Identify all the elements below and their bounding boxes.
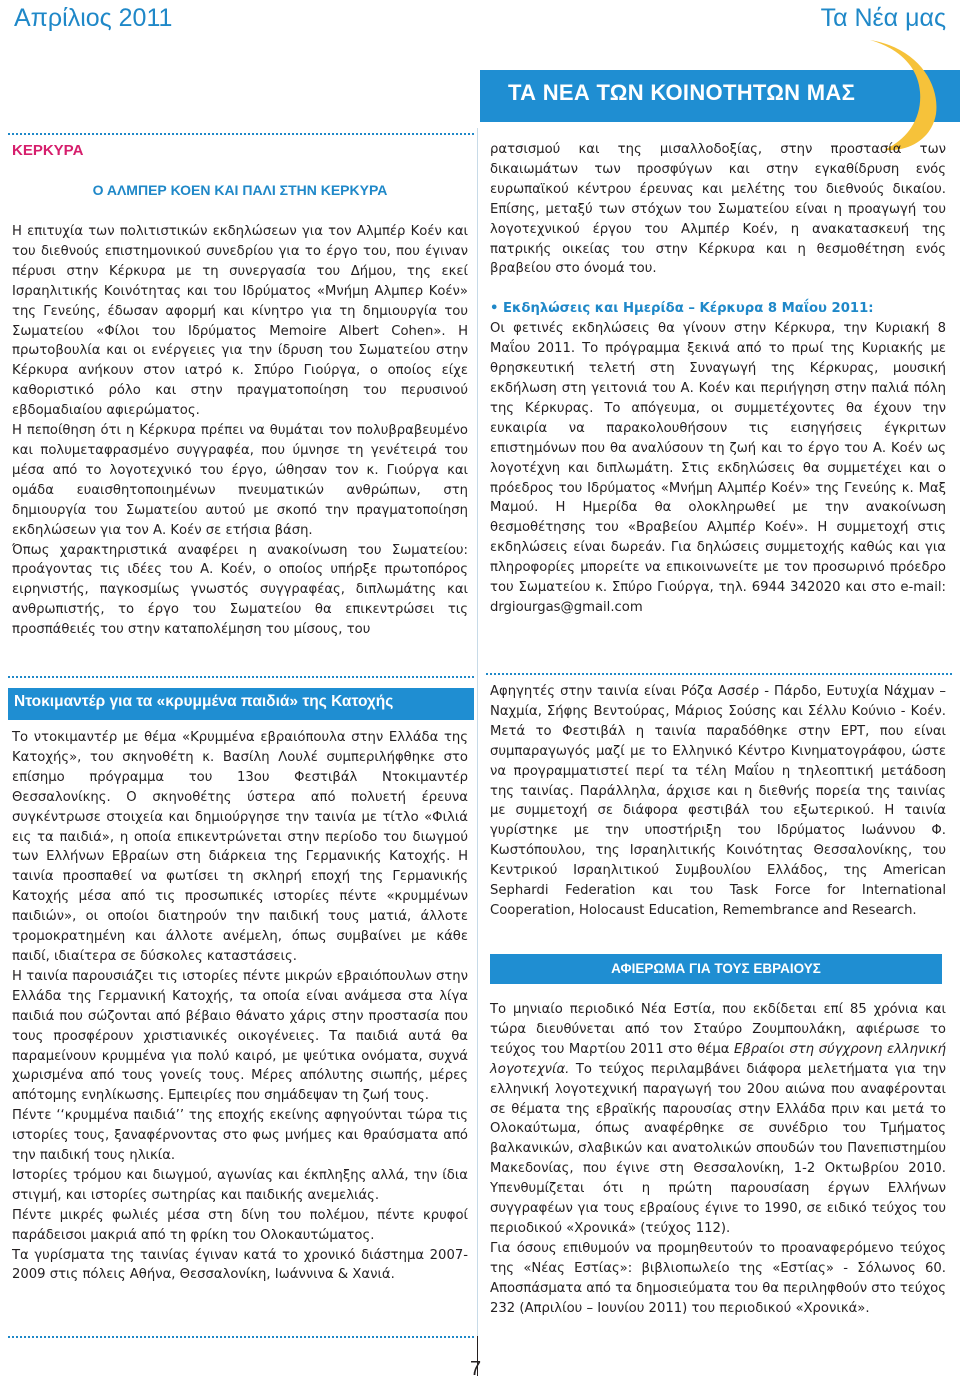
publication-name: Τα Νέα μας — [820, 4, 946, 32]
events-heading: • Εκδηλώσεις και Ημερίδα – Κέρκυρα 8 Μαΐου 2011: — [490, 301, 874, 317]
paragraph: Η πεποίθηση ότι η Κέρκυρα πρέπει να θυμάται τον πολυβραβευμένο και πολυμεταφρασμένο συγγραφέα, που ύμνησε τη γενέτειρά του μέσα από το λογοτεχνικό του έργο, ώθησαν τον κ. Γιούργα και ομάδα ευαισθητοποιημένων πνευματικών ανθρώπων, στη δημιουργία του Σωματείου αυτού με σκοπό την πραγματοποίηση εκδηλώσεων για τον Α. Κοέν σε ετήσια βάση. — [12, 423, 468, 538]
article-title: Ο ΑΛΜΠΕΡ ΚΟΕΝ ΚΑΙ ΠΑΛΙ ΣΤΗΝ ΚΕΡΚΥΡΑ — [92, 182, 388, 198]
paragraph: ρατσισμού και της μισαλλοδοξίας, στην προστασία των δικαιωμάτων των προσφύγων και στην εγκαθίδρυση ενός ευρωπαϊκού κέντρου έρευνας και μελέτης του διεθνούς δικαίου. Επίσης, μεταξύ των στόχων του Σωματείου είναι η προαγωγή του λογοτεχνικού έργου του Αλμπέρ Κοέν, η ανακατασκευή της πατρικής οικείας του στην Κέρκυρα και η θεσμοθέτηση ενός βραβείου στο όνομά του. — [490, 142, 946, 277]
section-title: ΤΑ ΝΕΑ ΤΩΝ ΚΟΙΝΟΤΗΤΩΝ ΜΑΣ — [508, 80, 856, 105]
column-separator — [477, 128, 478, 1336]
bottom-dotted-rule — [8, 1336, 474, 1338]
documentary-continued-body — [490, 682, 946, 921]
paragraph — [490, 1000, 946, 1239]
page-number: 7 — [470, 1358, 482, 1380]
tribute-article-body — [490, 1000, 946, 1319]
section-label-kerkyra: ΚΕΡΚΥΡΑ — [12, 142, 84, 159]
paragraph-text: Το τεύχος περιλαμβάνει διάφορα μελετήματα για την ελληνική λογοτεχνική παραγωγή του 20ου αιώνα που αναφέρονται σε θέματα της εβραϊκής παρουσίας στην Ελλάδα πριν και μετά το Ολοκαύτωμα, όπως αναφέρθηκε σε συνέδριο του Τμήματος βαλκανικών, σλαβικών και ανατολικών σπουδών του Πανεπιστημίου Μακεδονίας, που έγινε στη Θεσσαλονίκη, 1-2 Οκτωβρίου 2010. Υπενθυμίζεται ότι η πρώτη παρουσίαση έργων Ελλήνων συγγραφέων για τους εβραίους έγινε το 1990, σε ειδικό τεύχος του περιοδικού «Χρονικά» (τεύχος 112). — [490, 1061, 946, 1236]
paragraph: Τα γυρίσματα της ταινίας έγιναν κατά το χρονικό διάστημα 2007-2009 στις πόλεις Αθήνα, Θεσσαλονίκη, Ιωάννινα & Χανιά. — [12, 1247, 468, 1283]
issue-date: Απρίλιος 2011 — [14, 4, 173, 32]
article-body-right — [490, 140, 946, 618]
documentary-banner-title: Ντοκιμαντέρ για τα «κρυμμένα παιδιά» της Κατοχής — [14, 693, 394, 710]
issue-theme: Εβραίοι στη σύγχρονη ελληνική λογοτεχνία. — [490, 1041, 946, 1077]
top-dotted-rule — [8, 133, 474, 135]
dotted-rule — [486, 673, 952, 675]
paragraph: Όπως χαρακτηριστικά αναφέρει η ανακοίνωση του Σωματείου: προάγοντας τις ιδέες του Α. Κοέν, ο οποίος υπήρξε πρωτοπόρος ειρηνιστής, παγκοσμίως γνωστός συγγραφέας, διπλωμάτης και ανθρωπιστής, το έργο του Σωματείου θα επικεντρώσει τις προσπάθειές του στην καταπολέμηση του μίσους, του — [12, 542, 468, 638]
tribute-banner-title: ΑΦΙΕΡΩΜΑ ΓΙΑ ΤΟΥΣ ΕΒΡΑΙΟΥΣ — [611, 961, 821, 976]
documentary-article-body — [12, 728, 468, 1285]
paragraph: Αφηγητές στην ταινία είναι Ρόζα Ασσέρ - Πάρδο, Ευτυχία Νάχμαν – Ναχμία, Σήφης Βεντούρας, Μάριος Σούσης και Σέλλυ Κούνιο - Κοέν. Μετά το Φεστιβάλ η ταινία παραδόθηκε στην ΕΡΤ, που είναι συμπαραγωγός μαζί με το Ελληνικό Κέντρο Κινηματογράφου, ώστε να προγραμματιστεί περί τα τέλη Μαΐου η τηλεοπτική μετάδοση της ταινίας. Παράλληλα, άρχισε και η διεθνής πορεία της ταινίας με συμμετοχή σε διάφορα φεστιβάλ του εξωτερικού. Η ταινία γυρίστηκε με την υποστήριξη του Ιδρύματος Ιωάννου Φ. Κωστόπουλου, της Ισραηλιτικής Κοινότητας Θεσσαλονίκης, του Κεντρικού Ισραηλιτικού Συμβουλίου Ελλάδος, της American Sephardi Federation και του Task Force for International Cooperation, Holocaust Education, Remembrance and Research. — [490, 684, 946, 918]
paragraph: Η επιτυχία των πολιτιστικών εκδηλώσεων για τον Αλμπέρ Κοέν και του διεθνούς επιστημονικού συνεδρίου για το έργο του, που έγιναν πέρυσι στην Κέρκυρα με τη συνεργασία του Δήμου, της εκεί Ισραηλιτικής Κοινότητας και του Ιδρύματος «Μνήμη Αλμπερ Κοέν» της Γενεύης, έδωσαν αφορμή και κίνητρο για τη δημιουργία του Σωματείου «Φίλοι του Ιδρύματος Memoire Albert Cohen». Η πρωτοβουλία και οι ενέργειες για την ίδρυση του Σωματείου στην Κέρκυρα ανήκουν στον ιατρό κ. Σπύρο Γιούργα, ο οποίος είχε καθοριστικό ρόλο και στην πραγματοποίηση του περυσινού εβδομαδιαίου αφιερώματος. — [12, 224, 468, 419]
paragraph: Το ντοκιμαντέρ με θέμα «Κρυμμένα εβραιόπουλα στην Ελλάδα της Κατοχής», του σκηνοθέτη κ. Βασίλη Λουλέ συμπεριλήφθηκε στο επίσημο πρόγραμμα του 13ου Φεστιβάλ Ντοκιμαντέρ Θεσσαλονίκης. Ο σκηνοθέτης ύστερα από πολυετή έρευνα συγκέντρωσε στοιχεία και δημιούργησε την ταινία με τίτλο «Φιλιά εις τα παιδιά», η οποία επικεντρώνεται στην περίοδο του διωγμού των Ελλήνων Εβραίων στη διάρκεια της Γερμανικής Κατοχής. Η ταινία προσπαθεί να φωτίσει τη σκληρή εποχή της Γερμανικής Κατοχής μέσα από τις προσωπικές ιστορίες πέντε «κρυμμένων παιδιών», οι οποίοι διατηρούν την παιδική τους ματιά, άλλοτε τρομοκρατημένη και άλλοτε ανέμελη, όπως συμβαίνει με κάθε παιδί, ιδιαίτερα σε δύσκολες καταστάσεις. — [12, 730, 468, 964]
article-body-left — [12, 222, 468, 640]
paragraph: Για όσους επιθυμούν να προμηθευτούν το προαναφερόμενο τεύχος της «Νέας Εστίας»: βιβλιοπωλείο της «Εστίας» - Σόλωνος 60. Αποσπάσματα από τα δημοσιεύματα του θα περιληφθούν στο τεύχος 232 (Απριλίου – Ιουνίου 2011) του περιοδικού «Χρονικά». — [490, 1240, 946, 1316]
paragraph-text: Το μηνιαίο περιοδικό Νέα Εστία, που εκδίδεται επί 85 χρόνια και τώρα διευθύνεται από τον Σταύρο Ζουμπουλάκη, αφιέρωσε το τεύχος του Μαρτίου 2011 στο θέμα — [490, 1002, 946, 1057]
paragraph: Οι φετινές εκδηλώσεις θα γίνουν στην Κέρκυρα, την Κυριακή 8 Μαΐου 2011. Το πρόγραμμα ξεκινά από το πρωί της Κυριακής με θρησκευτική τελετή στη Συναγωγή της Κέρκυρας, μουσική εκδήλωση στη γειτονιά του Α. Κοέν και περιήγηση στην παλιά πόλη της Κέρκυρας. Το απόγευμα, οι συμμετέχοντες θα έχουν την ευκαιρία να παρακολουθήσουν τις εισηγήσεις έγκριτων επιστημόνων που θα αναλύσουν τη ζωή και το έργο του Α. Κοέν ως λογοτέχνη και διπλωμάτη. Στις εκδηλώσεις θα συμμετέχει και ο πρόεδρος του Ιδρύματος «Μνήμη Αλμπέρ Κοέν» της Γενεύης κ. Μαξ Μαμού. Η Ημερίδα θα ολοκληρωθεί με την ανακοίνωση θεσμοθέτησης του «Βραβείου Αλμπέρ Κοέν». Η συμμετοχή στις εκδηλώσεις είναι δωρεάν. Για δηλώσεις συμμετοχής καθώς και για πληροφορίες μπορείτε να επικοινωνείτε με τον προσωρινό πρόεδρο του Σωματείου κ. Σπύρο Γιούργα, τηλ. 6944 342020 και στο e-mail: drgiourgas@gmail.com — [490, 321, 946, 615]
paragraph: Πέντε ‘‘κρυμμένα παιδιά’’ της εποχής εκείνης αφηγούνται τώρα τις ιστορίες τους, ξαναφέρνοντας στο φως μνήμες και θραύσματα από την παιδική τους ηλικία. — [12, 1108, 468, 1164]
paragraph: Η ταινία παρουσιάζει τις ιστορίες πέντε μικρών εβραιόπουλων στην Ελλάδα της Γερμανική Κατοχής, τα οποία είναι ανάμεσα στα λίγα παιδιά που σώζονται από βέβαιο θάνατο χάρις στην προστασία που τους προσφέρουν χριστιανικές οικογένειες. Τα παιδιά αυτά θα παραμείνουν κρυμμένα για πολύ καιρό, με ψεύτικα ονόματα, συχνά χωρισμένα από τους γονείς τους. Μέρες απόλυτης σιωπής, μέρες απότομης ενηλίκωσης. Εμπειρίες που σημάδεψαν τη ζωή τους. — [12, 968, 468, 1104]
crescent-moon-icon — [840, 34, 950, 154]
paragraph: Πέντε μικρές φωλιές μέσα στη δίνη του πολέμου, πέντε κρυφοί παράδεισοι μακριά από τη φρίκη του Ολοκαυτώματος. — [12, 1207, 468, 1243]
dotted-rule — [8, 676, 474, 678]
paragraph: Ιστορίες τρόμου και διωγμού, αγωνίας και έκπληξης αλλά, την ίδια στιγμή, και ιστορίες σωτηρίας και παιδικής ανεμελιάς. — [12, 1167, 468, 1203]
